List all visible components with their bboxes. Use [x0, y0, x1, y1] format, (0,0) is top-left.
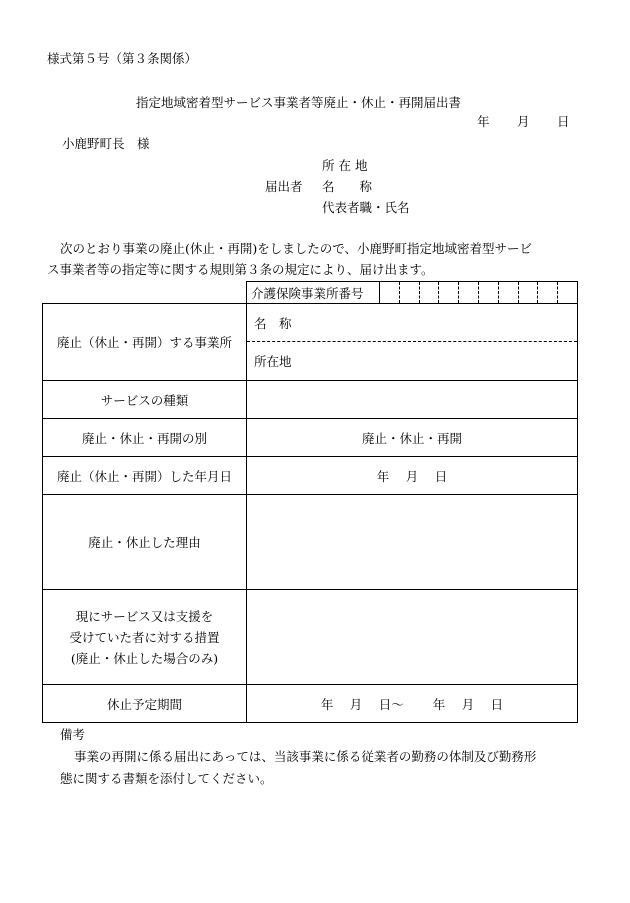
category-label: 廃止・休止・再開の別: [43, 419, 247, 457]
service-type-row: [43, 381, 578, 419]
applicant-representative-label: 代表者職・氏名: [322, 200, 410, 215]
measures-field[interactable]: [247, 590, 578, 685]
office-number-digit-box[interactable]: [558, 282, 577, 303]
reason-label: 廃止・休止した理由: [43, 495, 247, 590]
office-number-digit-box[interactable]: [459, 282, 479, 303]
date-day-label: 日: [557, 114, 570, 129]
reason-field[interactable]: [247, 495, 578, 590]
reason-row: [43, 495, 578, 590]
applicant-address-label: 所 在 地: [322, 158, 368, 173]
period-row: [43, 685, 578, 723]
office-number-digit-box[interactable]: [479, 282, 499, 303]
measures-label-line: 現にサービス又は支援を: [75, 608, 214, 624]
office-name-label: 名 称: [254, 315, 292, 331]
office-label: 廃止（休止・再開）する事業所: [43, 304, 247, 381]
office-number-digit-box[interactable]: [420, 282, 440, 303]
office-number-digit-box[interactable]: [538, 282, 558, 303]
service-type-label: サービスの種類: [43, 381, 247, 419]
office-address-label: 所在地: [254, 354, 292, 369]
date-label: 廃止（休止・再開）した年月日: [43, 457, 247, 495]
office-address-field[interactable]: [247, 342, 577, 380]
date-month-label: 月: [517, 114, 530, 129]
document-title: 指定地域密着型サービス事業者等廃止・休止・再開届出書: [136, 95, 462, 110]
notes-line-1: 事業の再開に係る届出にあっては、当該事業に係る従業者の勤務の体制及び勤務形: [74, 749, 537, 764]
date-row: [43, 457, 578, 495]
intro-line-1: 次のとおり事業の廃止(休止・再開)をしましたので、小鹿野町指定地域密着型サービ: [60, 241, 533, 256]
measures-row: [43, 590, 578, 685]
period-value[interactable]: 年 月 日～ 年 月 日: [247, 685, 578, 723]
date-value[interactable]: 年 月 日: [247, 457, 578, 495]
measures-label-line: 受けていた者に対する措置: [69, 629, 220, 645]
office-number-digit-box[interactable]: [400, 282, 420, 303]
intro-line-2: ス事業者等の指定等に関する規則第３条の規定により、届け出ます。: [47, 262, 434, 277]
office-name-field[interactable]: [247, 304, 577, 342]
office-number-digit-box[interactable]: [439, 282, 459, 303]
category-value[interactable]: 廃止・休止・再開: [247, 419, 578, 457]
period-label: 休止予定期間: [43, 685, 247, 723]
measures-label: [43, 590, 247, 685]
office-number-label: 介護保険事業所番号: [247, 282, 380, 303]
date-year-label: 年: [477, 114, 490, 129]
notes-line-2: 態に関する書類を添付してください。: [60, 771, 273, 786]
office-number-digit-box[interactable]: [380, 282, 400, 303]
form-number: 様式第５号（第３条関係）: [47, 51, 198, 66]
office-number-digit-box[interactable]: [519, 282, 539, 303]
applicant-name-label: 名 称: [322, 179, 373, 194]
addressee: 小鹿野町長 様: [62, 136, 150, 151]
applicant-label: 届出者: [265, 179, 303, 194]
notification-form-table: [42, 281, 578, 723]
measures-label-line: (廃止・休止した場合のみ): [70, 650, 219, 666]
notes-heading: 備考: [60, 727, 86, 742]
office-row: [43, 304, 578, 381]
service-type-field[interactable]: [247, 381, 578, 419]
office-number-digit-box[interactable]: [499, 282, 519, 303]
office-number-row: [43, 282, 578, 304]
category-row: [43, 419, 578, 457]
